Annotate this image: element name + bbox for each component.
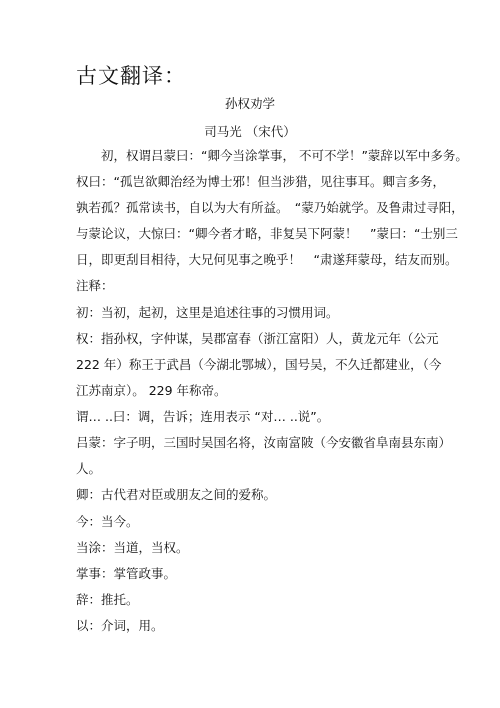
note-line: 掌事：掌管政事。 <box>76 566 177 581</box>
text-line: 权曰：“孤岂欲卿治经为博士邪！但当涉猎，见往事耳。卿言多务， <box>76 174 445 189</box>
notes-heading: 注释： <box>76 278 114 293</box>
text-author: 司马光 （宋代） <box>204 124 296 139</box>
note-line: 当涂：当道，当权。 <box>76 540 189 555</box>
text-line: 日，即更刮目相待，大兄何见事之晚乎！ “肃遂拜蒙母，结友而别。 <box>76 252 458 267</box>
note-line: 卿：古代君对臣或朋友之间的爱称。 <box>76 487 277 502</box>
note-line: 吕蒙：字子明，三国时吴国名将，汝南富陂（今安徽省阜南县东南） <box>76 435 452 450</box>
section-heading: 古文翻译： <box>76 64 186 88</box>
text-line: 与蒙论议，大惊曰：“卿今者才略，非复吴下阿蒙！ ”蒙曰：“士别三 <box>76 226 458 241</box>
note-line: 以：介词，用。 <box>76 618 164 633</box>
note-line: 辞：推托。 <box>76 592 139 607</box>
note-line: 初：当初，起初，这里是追述往事的习惯用词。 <box>76 305 339 320</box>
note-line: 今：当今。 <box>76 514 139 529</box>
text-title: 孙权劝学 <box>224 96 275 111</box>
note-line: 谓… ..曰：调，告诉；连用表示 “对… ..说”。 <box>76 409 330 424</box>
text-line: 孰若孤？孤常读书，自以为大有所益。 “蒙乃始就学。及鲁肃过寻阳， <box>76 200 464 215</box>
note-line: 222 年）称王于武昌（今湖北鄂城），国号吴，不久迁都建业，（今 <box>76 357 442 372</box>
note-line: 江苏南京）。 229 年称帝。 <box>76 383 227 398</box>
note-line: 人。 <box>76 461 102 476</box>
note-line: 权：指孙权，字仲谋，吴郡富春（浙江富阳）人，黄龙元年（公元 <box>76 331 439 346</box>
text-line: 初，权谓吕蒙曰：“卿今当涂掌事， 不可不学！”蒙辞以军中多务。 <box>76 148 468 163</box>
